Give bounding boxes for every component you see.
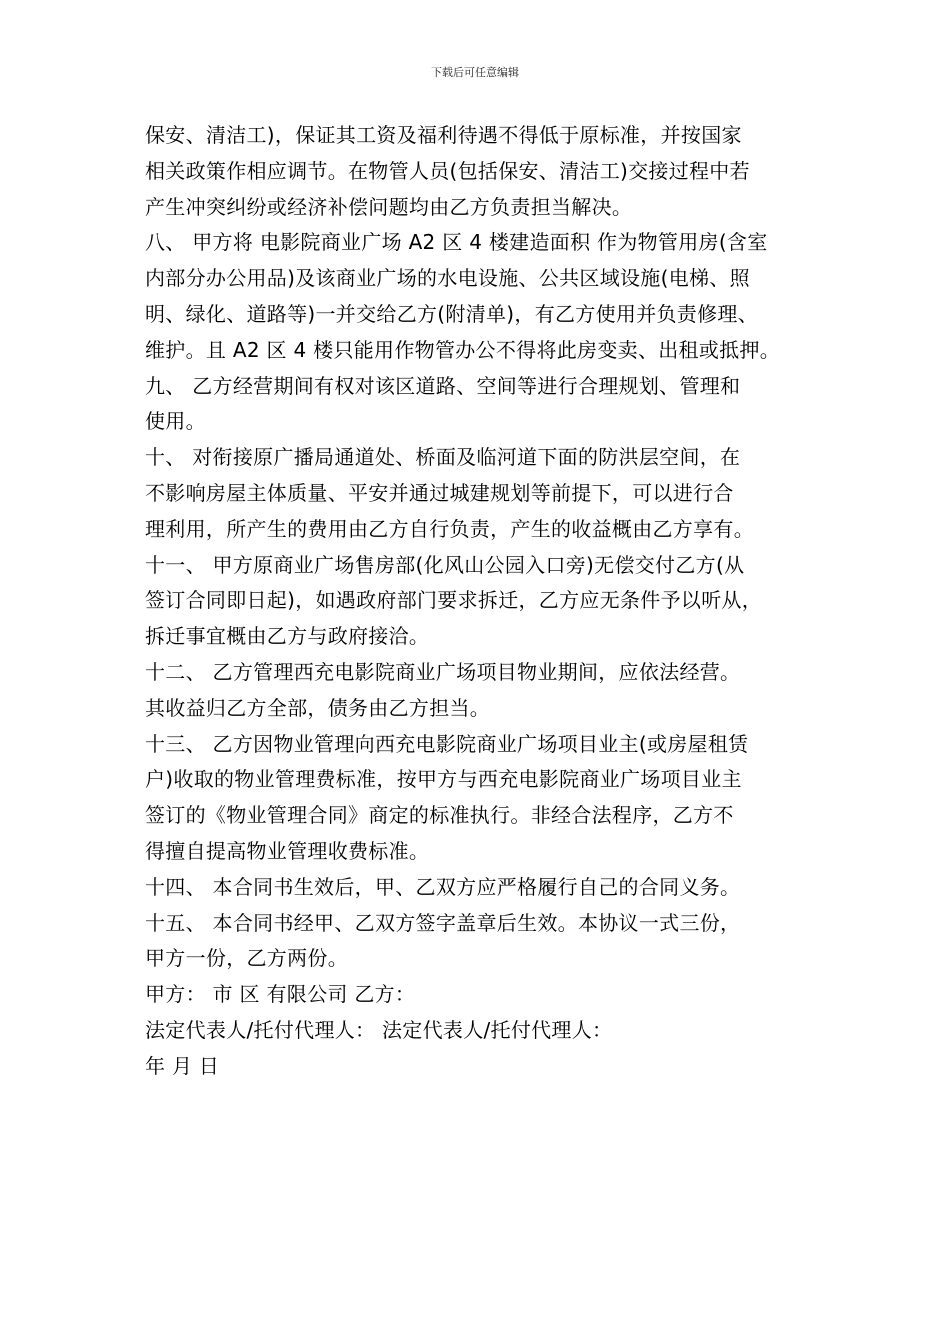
- body-line: 户)收取的物业管理费标准，按甲方与西充电影院商业广场项目业主: [145, 767, 742, 792]
- body-line: 相关政策作相应调节。在物管人员(包括保安、清洁工)交接过程中若: [145, 158, 750, 183]
- date-line: 年 月 日: [145, 1053, 220, 1078]
- body-line: 甲方一份，乙方两份。: [145, 946, 348, 971]
- body-line: 产生冲突纠纷或经济补偿问题均由乙方负责担当解决。: [145, 194, 633, 219]
- body-line: 得擅自提高物业管理收费标准。: [145, 838, 430, 863]
- representative-line: 法定代表人/托付代理人： 法定代表人/托付代理人：: [145, 1017, 613, 1042]
- clause-12-line: 十二、 乙方管理西充电影院商业广场项目物业期间，应依法经营。: [145, 659, 741, 684]
- body-line: 使用。: [145, 409, 206, 434]
- body-line: 内部分办公用品)及该商业广场的水电设施、公共区域设施(电梯、照: [145, 266, 750, 291]
- party-line: 甲方： 市 区 有限公司 乙方：: [145, 982, 416, 1007]
- body-line: 保安、清洁工)，保证其工资及福利待遇不得低于原标准，并按国家: [145, 123, 742, 147]
- clause-14-line: 十四、 本合同书生效后，甲、乙双方应严格履行自己的合同义务。: [145, 874, 741, 899]
- clause-9-line: 九、 乙方经营期间有权对该区道路、空间等进行合理规划、管理和: [145, 373, 741, 398]
- clause-10-line: 十、 对衔接原广播局通道处、桥面及临河道下面的防洪层空间，在: [145, 445, 741, 470]
- body-line: 明、绿化、道路等)一并交给乙方(附清单)，有乙方使用并负责修理、: [145, 301, 759, 326]
- body-line: 不影响房屋主体质量、平安并通过城建规划等前提下，可以进行合: [145, 480, 734, 505]
- body-line: 维护。且 A2 区 4 楼只能用作物管办公不得将此房变卖、出租或抵押。: [145, 337, 781, 362]
- clause-8-line: 八、 甲方将 电影院商业广场 A2 区 4 楼建造面积 作为物管用房(含室: [145, 230, 768, 255]
- body-line: 理利用，所产生的费用由乙方自行负责，产生的收益概由乙方享有。: [145, 516, 754, 541]
- clause-13-line: 十三、 乙方因物业管理向西充电影院商业广场项目业主(或房屋租赁: [145, 731, 749, 756]
- body-line: 签订合同即日起)，如遇政府部门要求拆迁，乙方应无条件予以听从，: [145, 588, 763, 613]
- body-line: 拆迁事宜概由乙方与政府接洽。: [145, 624, 430, 649]
- header-note: 下载后可任意编辑: [431, 66, 519, 79]
- body-line: 其收益归乙方全部，债务由乙方担当。: [145, 695, 491, 720]
- body-line: 签订的《物业管理合同》商定的标准执行。非经合法程序，乙方不: [145, 803, 734, 828]
- clause-11-line: 十一、 甲方原商业广场售房部(化风山公园入口旁)无偿交付乙方(从: [145, 552, 745, 577]
- clause-15-line: 十五、 本合同书经甲、乙双方签字盖章后生效。本协议一式三份，: [145, 910, 741, 935]
- contract-body: [145, 118, 815, 1085]
